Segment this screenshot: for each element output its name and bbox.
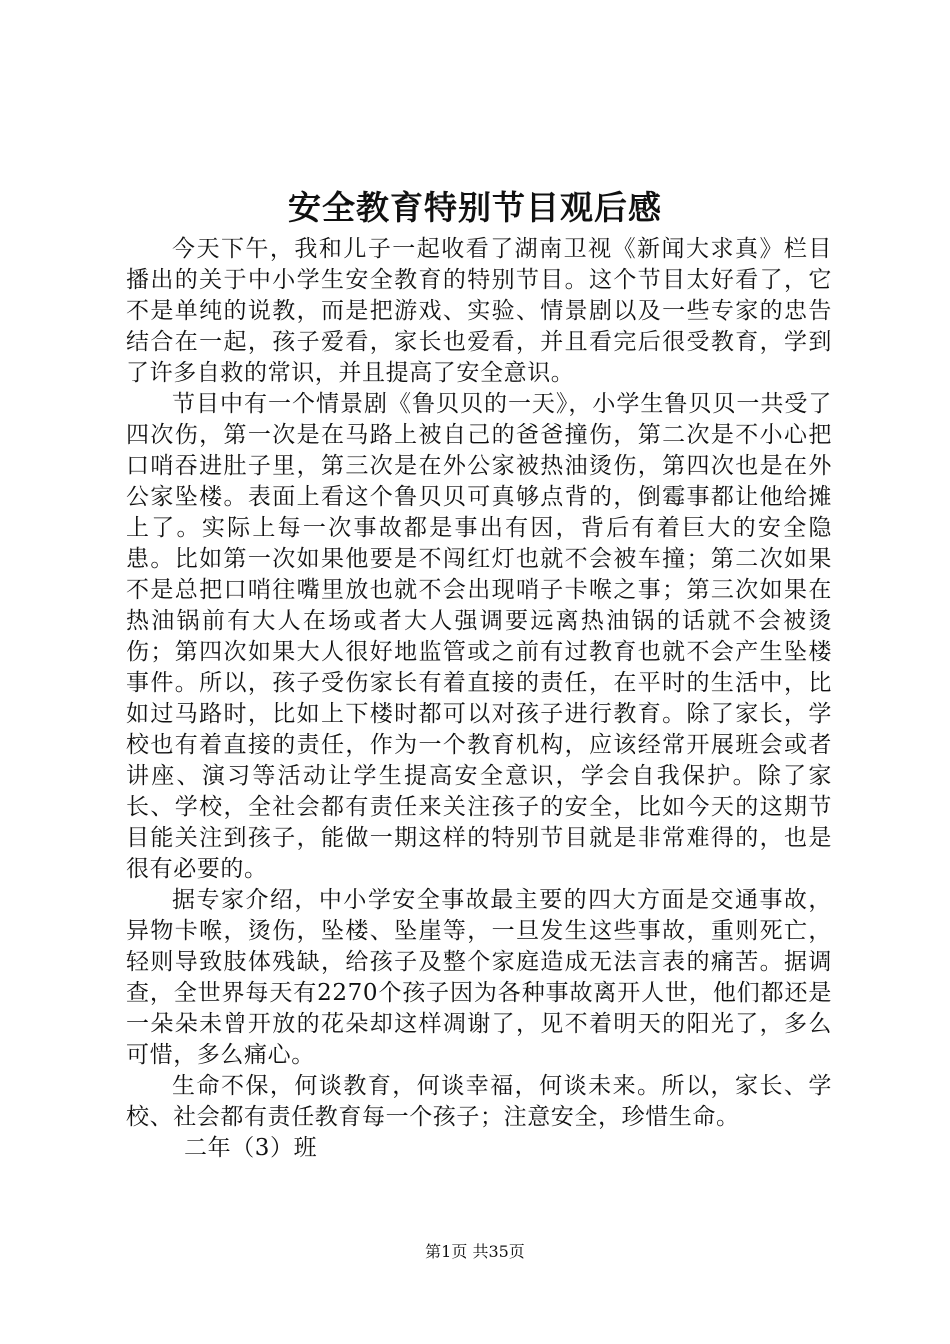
document-body [126,234,832,1164]
author-signature: 二年（3）班 [184,1135,318,1161]
page-indicator: 第1页 共35页 [425,1242,525,1261]
paragraph-1: 今天下午，我和儿子一起收看了湖南卫视《新闻大求真》栏目播出的关于中小学生安全教育的特别节目。这个节目太好看了，它不是单纯的说教，而是把游戏、实验、情景剧以及一些专家的忠告结合在一起，孩子爱看，家长也爱看，并且看完后很受教育，学到了许多自救的常识，并且提高了安全意识。 [126,236,832,386]
document-title: 安全教育特别节目观后感 [288,188,662,227]
paragraph-3: 据专家介绍，中小学安全事故最主要的四大方面是交通事故，异物卡喉，烫伤，坠楼、坠崖等，一旦发生这些事故，重则死亡，轻则导致肢体残缺，给孩子及整个家庭造成无法言表的痛苦。据调查，全世界每天有2270个孩子因为各种事故离开人世，他们都还是一朵朵未曾开放的花朵却这样凋谢了，见不着明天的阳光了，多么可惜，多么痛心。 [126,887,832,1068]
paragraph-4: 生命不保，何谈教育，何谈幸福，何谈未来。所以，家长、学校、社会都有责任教育每一个孩子；注意安全，珍惜生命。 [126,1073,832,1130]
paragraph-2: 节目中有一个情景剧《鲁贝贝的一天》，小学生鲁贝贝一共受了四次伤，第一次是在马路上被自己的爸爸撞伤，第二次是不小心把口哨吞进肚子里，第三次是在外公家被热油烫伤，第四次也是在外公家坠楼。表面上看这个鲁贝贝可真够点背的，倒霉事都让他给摊上了。实际上每一次事故都是事出有因，背后有着巨大的安全隐患。比如第一次如果他要是不闯红灯也就不会被车撞；第二次如果不是总把口哨往嘴里放也就不会出现哨子卡喉之事；第三次如果在热油锅前有大人在场或者大人强调要远离热油锅的话就不会被烫伤；第四次如果大人很好地监管或之前有过教育也就不会产生坠楼事件。所以，孩子受伤家长有着直接的责任，在平时的生活中，比如过马路时，比如上下楼时都可以对孩子进行教育。除了家长，学校也有着直接的责任，作为一个教育机构，应该经常开展班会或者讲座、演习等活动让学生提高安全意识，学会自我保护。除了家长、学校，全社会都有责任来关注孩子的安全，比如今天的这期节目能关注到孩子，能做一期这样的特别节目就是非常难得的，也是很有必要的。 [126,391,832,882]
